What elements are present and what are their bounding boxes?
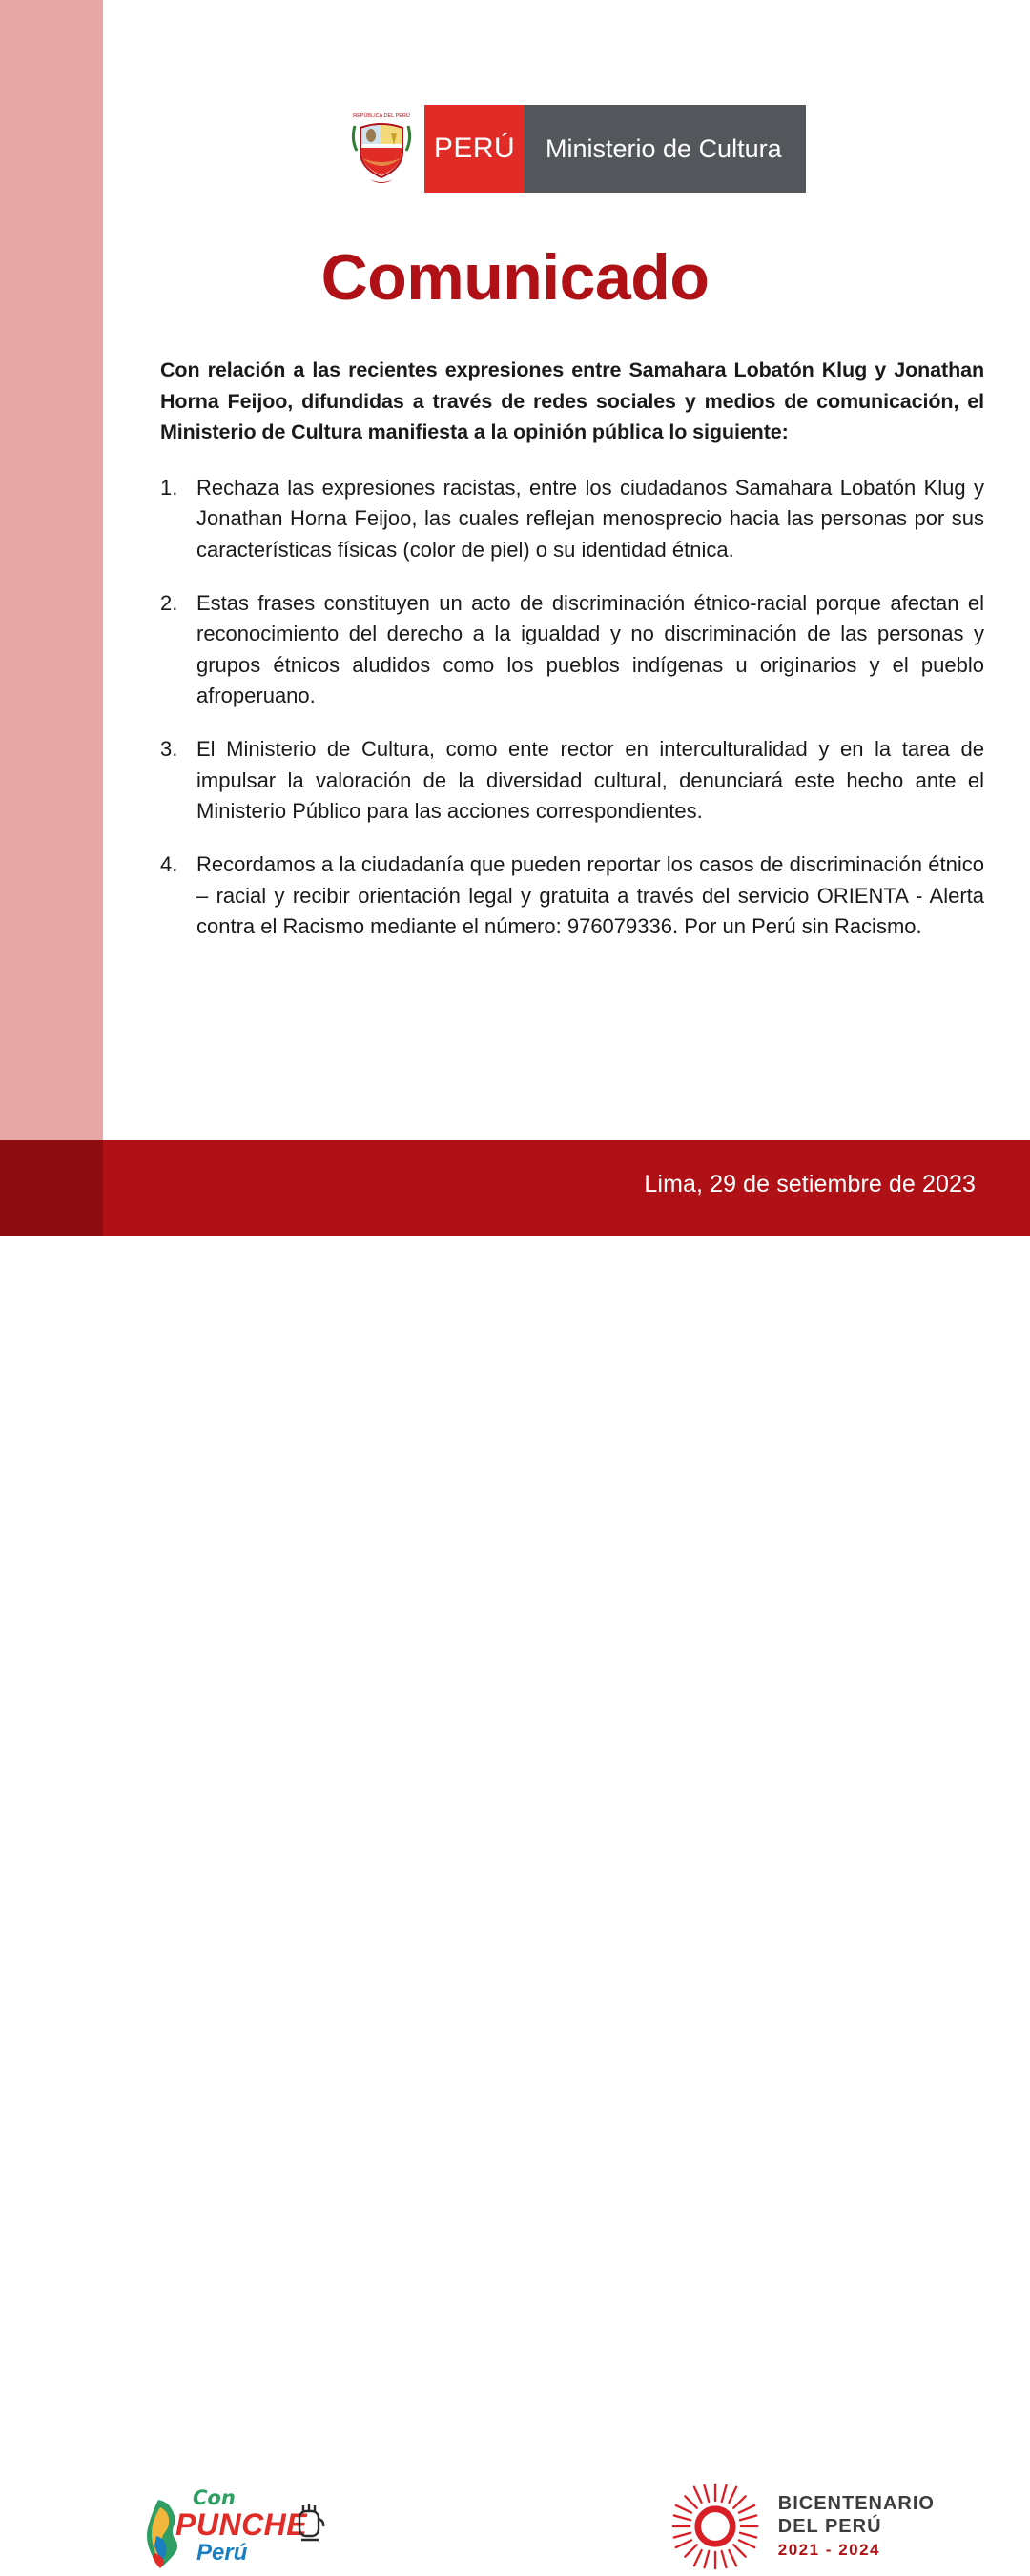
sunburst-icon [670,2481,761,2572]
bicentenario-line1: BICENTENARIO [777,2493,935,2515]
coat-of-arms-icon [339,105,424,193]
publication-date: Lima, 29 de setiembre de 2023 [644,1171,976,1197]
left-pink-band [0,0,103,1140]
list-item-number: 3. [160,737,178,762]
punche-word-text: PUNCHE [175,2507,308,2542]
bicentenario-logo [670,2481,935,2572]
list-item-number: 2. [160,591,178,615]
footer [0,1236,1030,2566]
lead-paragraph: Con relación a las recientes expresiones entre Samahara Lobatón Klug y Jonathan Horna Feijoo, difundidas a través de redes sociales y medios de comunicación, el Ministerio de Cultura manifiesta a la opinión pública lo siguiente: [160,358,984,444]
numbered-list [160,473,984,942]
list-item [160,734,984,827]
page-title: Comunicado [320,241,710,314]
left-white-strip [103,0,113,1140]
bicentenario-line2: DEL PERÚ [777,2515,882,2537]
document-body [160,355,984,965]
list-item [160,849,984,942]
bottom-banner-accent [0,1140,103,1236]
fist-icon [294,2502,326,2552]
svg-text:REPÚBLICA DEL PERÚ: REPÚBLICA DEL PERÚ [353,113,410,119]
peru-brand-box [424,105,525,193]
list-item [160,473,984,565]
list-item-text: Rechaza las expresiones racistas, entre los ciudadanos Samahara Lobatón Klug y Jonathan Horna Feijoo, las cuales reflejan menosprecio hacia las personas por sus características físicas (color de piel) o su identidad étnica. [196,476,984,562]
institutional-logo [339,105,806,193]
list-item-text: Estas frases constituyen un acto de discriminación étnico-racial porque afectan el reconocimiento del derecho a la igualdad y no discriminación de las personas y grupos étnicos aludidos como los pueblos indígenas u originarios y el pueblo afroperuano. [196,591,984,707]
list-item-text: Recordamos a la ciudadanía que pueden reportar los casos de discriminación étnico – racial y recibir orientación legal y gratuita a través del servicio ORIENTA - Alerta contra el Racismo mediante el número: 976079336. Por un Perú sin Racismo. [196,852,984,938]
list-item-number: 1. [160,476,178,501]
list-item-number: 4. [160,852,178,877]
bicentenario-line3: 2021 - 2024 [777,2540,881,2559]
ministry-brand-box [525,105,806,193]
peru-label: PERÚ [433,133,516,164]
con-punche-peru-logo [134,2481,315,2576]
list-item [160,588,984,711]
list-item-text: El Ministerio de Cultura, como ente rector en interculturalidad y en la tarea de impulsar la valoración de la diversidad cultural, denunciará este hecho ante el Ministerio Público para las acciones correspondientes. [196,737,984,823]
ministry-label: Ministerio de Cultura [546,133,782,163]
punche-con-text: Con [193,2486,236,2509]
punche-peru-text: Perú [196,2540,248,2566]
bicentenario-text [778,2493,935,2559]
